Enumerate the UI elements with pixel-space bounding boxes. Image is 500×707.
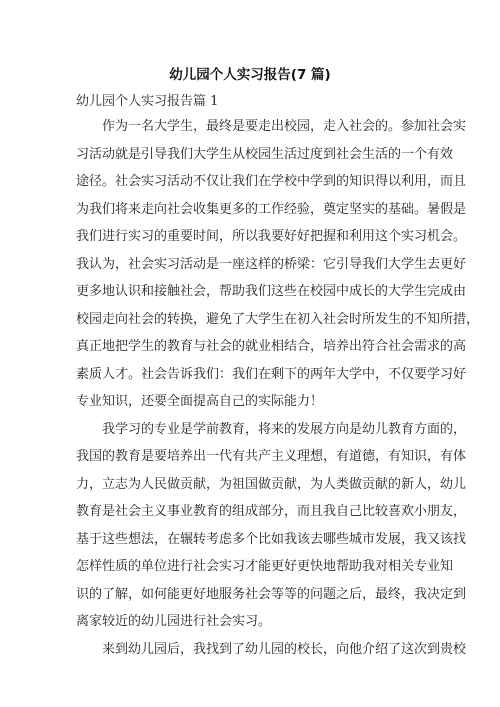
text-line: 更多地认识和接触社会，帮助我们这些在校园中成长的大学生完成由 [76, 284, 467, 299]
text-line: 我学习的专业是学前教育，将来的发展方向是幼儿教育方面的， [102, 421, 467, 437]
text-line: 我认为，社会实习活动是一座这样的桥梁：它引导我们大学生去更好 [76, 256, 467, 272]
text-line: 真正地把学生的教育与社会的就业相结合，培养出符合社会需求的高 [76, 339, 467, 354]
document-title: 幼儿园个人实习报告(7 篇) [169, 67, 331, 83]
text-line: 途径。社会实习活动不仅让我们在学校中学到的知识得以利用，而且 [76, 174, 467, 189]
text-line: 专业知识，还要全面提高自己的实际能力！ [76, 394, 324, 409]
text-line: 离家较近的幼儿园进行社会实习。 [76, 614, 272, 629]
text-line: 为我们将来走向社会收集更多的工作经验，奠定坚实的基础。暑假是 [76, 201, 467, 217]
text-line: 习活动就是引导我们大学生从校园生活过度到社会生活的一个有效 [76, 146, 454, 162]
text-line: 校园走向社会的转换，避免了大学生在初入社会时所发生的不知所措， [76, 311, 480, 327]
text-line: 怎样性质的单位进行社会实习才能更好更快地帮助我对相关专业知 [76, 559, 454, 574]
text-line: 来到幼儿园后，我找到了幼儿园的校长，向他介绍了这次到贵校 [102, 641, 467, 657]
text-line: 基于这些想法，在辗转考虑多个比如我该去哪些城市发展，我又该找 [76, 531, 467, 547]
text-line: 我们进行实习的重要时间，所以我要好好把握和利用这个实习机会。 [76, 229, 467, 244]
text-line: 教育是社会主义事业教育的组成部分，而且我自己比较喜欢小朋友， [76, 504, 467, 519]
section-heading: 幼儿园个人实习报告篇 1 [76, 94, 219, 109]
text-line: 力，立志为人民做贡献，为祖国做贡献，为人类做贡献的新人，幼儿 [76, 476, 467, 492]
text-line: 我国的教育是要培养出一代有共产主义理想，有道德，有知识，有体 [76, 449, 467, 464]
paragraph [76, 118, 480, 421]
text-line: 作为一名大学生，最终是要走出校园，走入社会的。参加社会实 [102, 119, 467, 134]
document-body [76, 118, 480, 668]
paragraph [76, 641, 467, 669]
text-line: 素质人才。社会告诉我们：我们在剩下的两年大学中，不仅要学习好 [76, 366, 467, 382]
paragraph [76, 421, 467, 641]
text-line: 识的了解，如何能更好地服务社会等等的问题之后，最终，我决定到 [76, 586, 467, 602]
